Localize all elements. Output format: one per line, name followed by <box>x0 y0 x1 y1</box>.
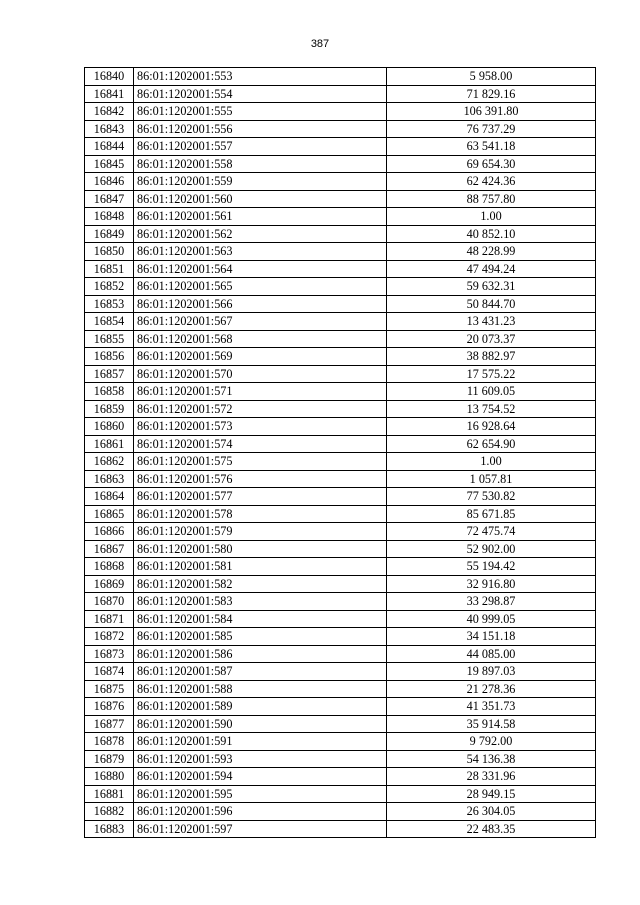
row-number-cell: 16856 <box>85 348 134 366</box>
cadastral-number-cell: 86:01:1202001:572 <box>134 400 387 418</box>
table-row <box>85 418 596 436</box>
table-row <box>85 575 596 593</box>
cadastral-number-cell: 86:01:1202001:587 <box>134 663 387 681</box>
row-number-cell: 16848 <box>85 208 134 226</box>
cadastral-number-cell: 86:01:1202001:563 <box>134 243 387 261</box>
cadastral-number-cell: 86:01:1202001:593 <box>134 750 387 768</box>
cadastral-number-cell: 86:01:1202001:564 <box>134 260 387 278</box>
row-number-cell: 16840 <box>85 68 134 86</box>
cadastral-number-cell: 86:01:1202001:579 <box>134 523 387 541</box>
cadastral-number-cell: 86:01:1202001:560 <box>134 190 387 208</box>
cadastral-value-cell: 63 541.18 <box>387 138 596 156</box>
table-row <box>85 663 596 681</box>
table-row <box>85 295 596 313</box>
cadastral-number-cell: 86:01:1202001:575 <box>134 453 387 471</box>
row-number-cell: 16877 <box>85 715 134 733</box>
cadastral-value-cell: 33 298.87 <box>387 593 596 611</box>
row-number-cell: 16841 <box>85 85 134 103</box>
cadastral-value-cell: 69 654.30 <box>387 155 596 173</box>
row-number-cell: 16857 <box>85 365 134 383</box>
cadastral-number-cell: 86:01:1202001:581 <box>134 558 387 576</box>
cadastral-value-cell: 34 151.18 <box>387 628 596 646</box>
cadastral-number-cell: 86:01:1202001:558 <box>134 155 387 173</box>
table-row <box>85 138 596 156</box>
cadastral-number-cell: 86:01:1202001:594 <box>134 768 387 786</box>
row-number-cell: 16865 <box>85 505 134 523</box>
table-row <box>85 470 596 488</box>
cadastral-value-table <box>84 67 596 838</box>
cadastral-number-cell: 86:01:1202001:582 <box>134 575 387 593</box>
cadastral-number-cell: 86:01:1202001:589 <box>134 698 387 716</box>
table-row <box>85 820 596 838</box>
row-number-cell: 16849 <box>85 225 134 243</box>
row-number-cell: 16842 <box>85 103 134 121</box>
cadastral-value-cell: 13 754.52 <box>387 400 596 418</box>
table-row <box>85 733 596 751</box>
cadastral-number-cell: 86:01:1202001:584 <box>134 610 387 628</box>
cadastral-value-cell: 52 902.00 <box>387 540 596 558</box>
row-number-cell: 16861 <box>85 435 134 453</box>
cadastral-value-cell: 26 304.05 <box>387 803 596 821</box>
row-number-cell: 16859 <box>85 400 134 418</box>
table-row <box>85 278 596 296</box>
cadastral-number-cell: 86:01:1202001:577 <box>134 488 387 506</box>
row-number-cell: 16862 <box>85 453 134 471</box>
cadastral-number-cell: 86:01:1202001:597 <box>134 820 387 838</box>
cadastral-number-cell: 86:01:1202001:555 <box>134 103 387 121</box>
cadastral-number-cell: 86:01:1202001:596 <box>134 803 387 821</box>
cadastral-number-cell: 86:01:1202001:571 <box>134 383 387 401</box>
table-row <box>85 260 596 278</box>
cadastral-value-cell: 71 829.16 <box>387 85 596 103</box>
page-number: 387 <box>310 38 330 50</box>
cadastral-value-cell: 40 999.05 <box>387 610 596 628</box>
row-number-cell: 16850 <box>85 243 134 261</box>
row-number-cell: 16860 <box>85 418 134 436</box>
row-number-cell: 16876 <box>85 698 134 716</box>
row-number-cell: 16843 <box>85 120 134 138</box>
cadastral-value-cell: 19 897.03 <box>387 663 596 681</box>
row-number-cell: 16880 <box>85 768 134 786</box>
table-row <box>85 593 596 611</box>
table-row <box>85 173 596 191</box>
table-row <box>85 785 596 803</box>
cadastral-number-cell: 86:01:1202001:554 <box>134 85 387 103</box>
cadastral-value-cell: 28 949.15 <box>387 785 596 803</box>
table-body <box>85 68 596 838</box>
cadastral-number-cell: 86:01:1202001:591 <box>134 733 387 751</box>
table-row <box>85 698 596 716</box>
table-row <box>85 208 596 226</box>
cadastral-value-cell: 1.00 <box>387 453 596 471</box>
cadastral-value-cell: 5 958.00 <box>387 68 596 86</box>
cadastral-value-cell: 106 391.80 <box>387 103 596 121</box>
row-number-cell: 16864 <box>85 488 134 506</box>
cadastral-value-cell: 35 914.58 <box>387 715 596 733</box>
row-number-cell: 16863 <box>85 470 134 488</box>
table-row <box>85 610 596 628</box>
cadastral-value-cell: 22 483.35 <box>387 820 596 838</box>
row-number-cell: 16883 <box>85 820 134 838</box>
cadastral-value-cell: 44 085.00 <box>387 645 596 663</box>
table-row <box>85 558 596 576</box>
cadastral-value-cell: 59 632.31 <box>387 278 596 296</box>
cadastral-value-cell: 41 351.73 <box>387 698 596 716</box>
row-number-cell: 16847 <box>85 190 134 208</box>
table-row <box>85 313 596 331</box>
cadastral-number-cell: 86:01:1202001:561 <box>134 208 387 226</box>
cadastral-value-cell: 48 228.99 <box>387 243 596 261</box>
cadastral-number-cell: 86:01:1202001:565 <box>134 278 387 296</box>
cadastral-number-cell: 86:01:1202001:580 <box>134 540 387 558</box>
cadastral-value-cell: 32 916.80 <box>387 575 596 593</box>
cadastral-value-cell: 77 530.82 <box>387 488 596 506</box>
cadastral-value-cell: 17 575.22 <box>387 365 596 383</box>
cadastral-value-cell: 11 609.05 <box>387 383 596 401</box>
row-number-cell: 16870 <box>85 593 134 611</box>
cadastral-number-cell: 86:01:1202001:567 <box>134 313 387 331</box>
row-number-cell: 16851 <box>85 260 134 278</box>
cadastral-number-cell: 86:01:1202001:585 <box>134 628 387 646</box>
cadastral-number-cell: 86:01:1202001:588 <box>134 680 387 698</box>
table-row <box>85 330 596 348</box>
cadastral-value-cell: 62 424.36 <box>387 173 596 191</box>
table-row <box>85 348 596 366</box>
row-number-cell: 16845 <box>85 155 134 173</box>
row-number-cell: 16854 <box>85 313 134 331</box>
cadastral-number-cell: 86:01:1202001:559 <box>134 173 387 191</box>
table-row <box>85 453 596 471</box>
cadastral-value-cell: 40 852.10 <box>387 225 596 243</box>
cadastral-value-cell: 85 671.85 <box>387 505 596 523</box>
cadastral-value-cell: 88 757.80 <box>387 190 596 208</box>
table-row <box>85 243 596 261</box>
row-number-cell: 16844 <box>85 138 134 156</box>
cadastral-value-cell: 47 494.24 <box>387 260 596 278</box>
cadastral-value-cell: 9 792.00 <box>387 733 596 751</box>
row-number-cell: 16872 <box>85 628 134 646</box>
row-number-cell: 16852 <box>85 278 134 296</box>
cadastral-number-cell: 86:01:1202001:562 <box>134 225 387 243</box>
table-row <box>85 488 596 506</box>
row-number-cell: 16878 <box>85 733 134 751</box>
cadastral-number-cell: 86:01:1202001:578 <box>134 505 387 523</box>
row-number-cell: 16871 <box>85 610 134 628</box>
cadastral-value-cell: 28 331.96 <box>387 768 596 786</box>
row-number-cell: 16882 <box>85 803 134 821</box>
row-number-cell: 16879 <box>85 750 134 768</box>
cadastral-number-cell: 86:01:1202001:574 <box>134 435 387 453</box>
table-row <box>85 225 596 243</box>
cadastral-number-cell: 86:01:1202001:573 <box>134 418 387 436</box>
cadastral-value-cell: 21 278.36 <box>387 680 596 698</box>
cadastral-value-cell: 55 194.42 <box>387 558 596 576</box>
cadastral-number-cell: 86:01:1202001:583 <box>134 593 387 611</box>
table-row <box>85 120 596 138</box>
table-row <box>85 645 596 663</box>
table-row <box>85 750 596 768</box>
table-row <box>85 155 596 173</box>
row-number-cell: 16874 <box>85 663 134 681</box>
cadastral-number-cell: 86:01:1202001:590 <box>134 715 387 733</box>
table-row <box>85 803 596 821</box>
table-row <box>85 190 596 208</box>
table-row <box>85 715 596 733</box>
row-number-cell: 16866 <box>85 523 134 541</box>
cadastral-number-cell: 86:01:1202001:576 <box>134 470 387 488</box>
row-number-cell: 16881 <box>85 785 134 803</box>
cadastral-value-cell: 16 928.64 <box>387 418 596 436</box>
cadastral-number-cell: 86:01:1202001:569 <box>134 348 387 366</box>
table-row <box>85 768 596 786</box>
cadastral-number-cell: 86:01:1202001:586 <box>134 645 387 663</box>
cadastral-value-cell: 76 737.29 <box>387 120 596 138</box>
row-number-cell: 16858 <box>85 383 134 401</box>
table-row <box>85 628 596 646</box>
cadastral-number-cell: 86:01:1202001:566 <box>134 295 387 313</box>
cadastral-value-cell: 62 654.90 <box>387 435 596 453</box>
table-row <box>85 383 596 401</box>
row-number-cell: 16855 <box>85 330 134 348</box>
table-row <box>85 540 596 558</box>
table-row <box>85 523 596 541</box>
row-number-cell: 16868 <box>85 558 134 576</box>
cadastral-number-cell: 86:01:1202001:595 <box>134 785 387 803</box>
table-row <box>85 505 596 523</box>
row-number-cell: 16846 <box>85 173 134 191</box>
table-row <box>85 680 596 698</box>
cadastral-value-cell: 38 882.97 <box>387 348 596 366</box>
cadastral-number-cell: 86:01:1202001:570 <box>134 365 387 383</box>
table-row <box>85 103 596 121</box>
row-number-cell: 16853 <box>85 295 134 313</box>
cadastral-value-cell: 1.00 <box>387 208 596 226</box>
cadastral-value-cell: 50 844.70 <box>387 295 596 313</box>
row-number-cell: 16869 <box>85 575 134 593</box>
cadastral-value-cell: 1 057.81 <box>387 470 596 488</box>
cadastral-value-cell: 72 475.74 <box>387 523 596 541</box>
cadastral-value-cell: 54 136.38 <box>387 750 596 768</box>
row-number-cell: 16875 <box>85 680 134 698</box>
cadastral-number-cell: 86:01:1202001:556 <box>134 120 387 138</box>
cadastral-number-cell: 86:01:1202001:557 <box>134 138 387 156</box>
cadastral-number-cell: 86:01:1202001:568 <box>134 330 387 348</box>
table-row <box>85 435 596 453</box>
table-row <box>85 68 596 86</box>
row-number-cell: 16873 <box>85 645 134 663</box>
table-row <box>85 365 596 383</box>
row-number-cell: 16867 <box>85 540 134 558</box>
cadastral-value-cell: 20 073.37 <box>387 330 596 348</box>
table-row <box>85 85 596 103</box>
cadastral-number-cell: 86:01:1202001:553 <box>134 68 387 86</box>
table-row <box>85 400 596 418</box>
cadastral-value-cell: 13 431.23 <box>387 313 596 331</box>
